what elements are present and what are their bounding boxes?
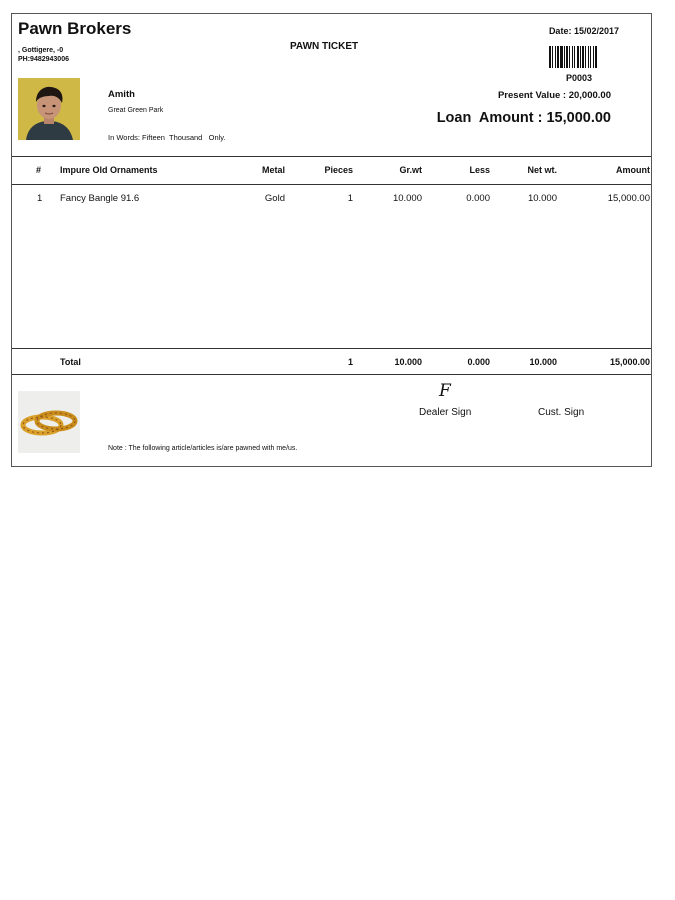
row-pieces: 1: [347, 193, 353, 204]
ticket-title: PAWN TICKET: [290, 41, 359, 52]
pawn-note: Note : The following article/articles is/are pawned with me/us.: [108, 445, 298, 452]
amount-in-words: In Words: Fifteen Thousand Only.: [108, 133, 226, 142]
table-header-border: [12, 184, 651, 185]
present-value: Present Value : 20,000.00: [497, 90, 611, 101]
col-header-ornament: Impure Old Ornaments: [60, 165, 158, 175]
total-less: 0.000: [467, 357, 490, 367]
row-amount: 15,000.00: [607, 193, 650, 204]
ticket-number: P0003: [566, 73, 593, 83]
col-header-net-weight: Net wt.: [527, 165, 557, 175]
row-metal: Gold: [264, 193, 285, 204]
person-icon: [18, 78, 80, 140]
pawn-ticket: [11, 13, 652, 467]
total-label: Total: [60, 357, 81, 367]
barcode-bar: [597, 46, 598, 68]
customer-address: Great Green Park: [108, 107, 164, 114]
col-header-pieces: Pieces: [324, 165, 353, 175]
col-header-index: #: [36, 165, 42, 175]
shop-contact: [18, 46, 69, 64]
col-header-gross-weight: Gr.wt: [399, 165, 422, 175]
shop-name: Pawn Brokers: [18, 19, 132, 38]
barcode-icon: [549, 46, 611, 68]
shop-phone: PH:9482943006: [18, 56, 69, 63]
table-top-border: [12, 156, 651, 157]
total-amount: 15,000.00: [609, 357, 650, 367]
customer-sign-label: Cust. Sign: [538, 407, 585, 418]
row-gross-weight: 10.000: [392, 193, 422, 204]
total-net-weight: 10.000: [529, 357, 557, 367]
ticket-date: Date: 15/02/2017: [548, 26, 619, 36]
dealer-signature: F: [439, 381, 451, 401]
dealer-sign-label: Dealer Sign: [419, 407, 472, 418]
total-gross-weight: 10.000: [394, 357, 422, 367]
row-net-weight: 10.000: [527, 193, 557, 204]
col-header-metal: Metal: [261, 165, 285, 175]
customer-photo: [18, 78, 80, 140]
customer-name: Amith: [108, 89, 135, 100]
table-body-border: [12, 348, 651, 349]
bangle-icon: [18, 391, 80, 453]
total-pieces: 1: [347, 357, 353, 367]
table-bottom-border: [12, 374, 651, 375]
row-ornament: Fancy Bangle 91.6: [60, 193, 140, 204]
col-header-less: Less: [469, 165, 490, 175]
shop-address: , Gottigere, -0: [18, 47, 64, 54]
col-header-amount: Amount: [616, 165, 650, 175]
row-less: 0.000: [466, 193, 490, 204]
row-index: 1: [37, 193, 43, 204]
ornament-photo: [18, 391, 80, 453]
loan-amount: Loan Amount : 15,000.00: [436, 110, 611, 126]
